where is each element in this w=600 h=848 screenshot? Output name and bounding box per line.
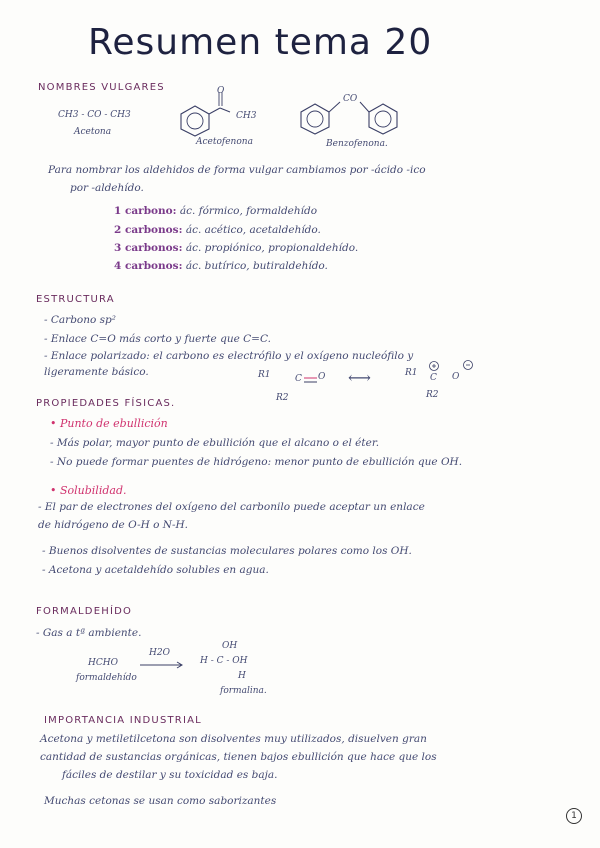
oh-label: OH [222,641,238,651]
heading-estructura: ESTRUCTURA [36,294,115,305]
propiedades-line: - Acetona y acetaldehído solubles en agua. [42,564,269,576]
charge-icon [428,360,478,374]
importancia-line: cantidad de sustancias orgánicas, tienen bajos ebullición que hace que los [40,751,437,763]
h-label: H [238,671,246,681]
formaldehido-label: formaldehído [76,673,137,683]
acetona-formula: CH3 - CO - CH3 [58,110,131,120]
list-item: 4 carbonos: ác. butírico, butiraldehído. [114,260,328,272]
r2-label: R2 [276,393,289,403]
carbon-label: C [295,374,302,384]
propiedades-line: - El par de electrones del oxígeno del carbonilo puede aceptar un enlace [38,501,425,513]
heading-propiedades: PROPIEDADES FÍSICAS. [36,398,176,409]
oxygen-label: O [217,86,225,96]
benzene-ring-icon [178,104,212,138]
reaction-arrow-icon [140,661,186,669]
carbon-label: C [430,373,437,383]
estructura-line: ligeramente básico. [44,366,149,378]
r1-label: R1 [258,370,271,380]
hcoh-label: H - C - OH [200,656,248,666]
resonance-arrow-icon: ⟷ [348,368,371,387]
importancia-line: fáciles de destilar y su toxicidad es baja. [62,769,278,781]
h2o-label: H2O [149,648,170,658]
propiedades-line: - Buenos disolventes de sustancias moleculares polares como los OH. [42,545,412,557]
heading-nombres: NOMBRES VULGARES [38,82,165,93]
formalina-label: formalina. [220,686,267,696]
benzene-ring-icon [298,102,332,136]
subheading-solubilidad: • Solubilidad. [50,484,127,497]
formaldehido-line: - Gas a tª ambiente. [36,627,142,639]
list-item: 3 carbonos: ác. propiónico, propionaldehído. [114,242,359,254]
subheading-punto-ebullicion: • Punto de ebullición [50,417,168,430]
co-label: CO [343,94,358,104]
r1-label: R1 [405,368,418,378]
methyl-label: CH3 [236,111,257,121]
nombres-text-1: Para nombrar los aldehidos de forma vulgar cambiamos por -ácido -ico [48,164,426,176]
r2-label: R2 [426,390,439,400]
list-item: 1 carbono: ác. fórmico, formaldehído [114,205,318,217]
estructura-line: - Enlace polarizado: el carbono es electrófilo y el oxígeno nucleófilo y [44,350,414,362]
page-number: 1 [566,808,582,824]
acetofenona-label: Acetofenona [196,137,253,147]
propiedades-line: de hidrógeno de O-H o N-H. [38,519,189,531]
list-item: 2 carbonos: ác. acético, acetaldehído. [114,224,321,236]
acetona-label: Acetona [74,127,112,137]
oxygen-label: O [452,372,460,382]
estructura-line: - Carbono sp² [44,314,116,326]
heading-formaldehido: FORMALDEHÍDO [36,606,133,617]
hcho-label: HCHO [88,658,118,668]
estructura-line: - Enlace C=O más corto y fuerte que C=C. [44,333,271,345]
propiedades-line: - Más polar, mayor punto de ebullición que el alcano o el éter. [50,437,380,449]
oxygen-label: O [318,372,326,382]
propiedades-line: - No puede formar puentes de hidrógeno: menor punto de ebullición que OH. [50,456,463,468]
importancia-line: Muchas cetonas se usan como saborizantes [44,795,277,807]
heading-importancia: IMPORTANCIA INDUSTRIAL [44,715,202,726]
benzene-ring-icon [366,102,400,136]
page-title: Resumen tema 20 [88,22,433,63]
nombres-text-2: por -aldehído. [70,182,144,194]
benzofenona-label: Benzofenona. [326,139,388,149]
importancia-line: Acetona y metiletilcetona son disolventes muy utilizados, disuelven gran [40,733,427,745]
double-bond-icon [303,375,319,385]
